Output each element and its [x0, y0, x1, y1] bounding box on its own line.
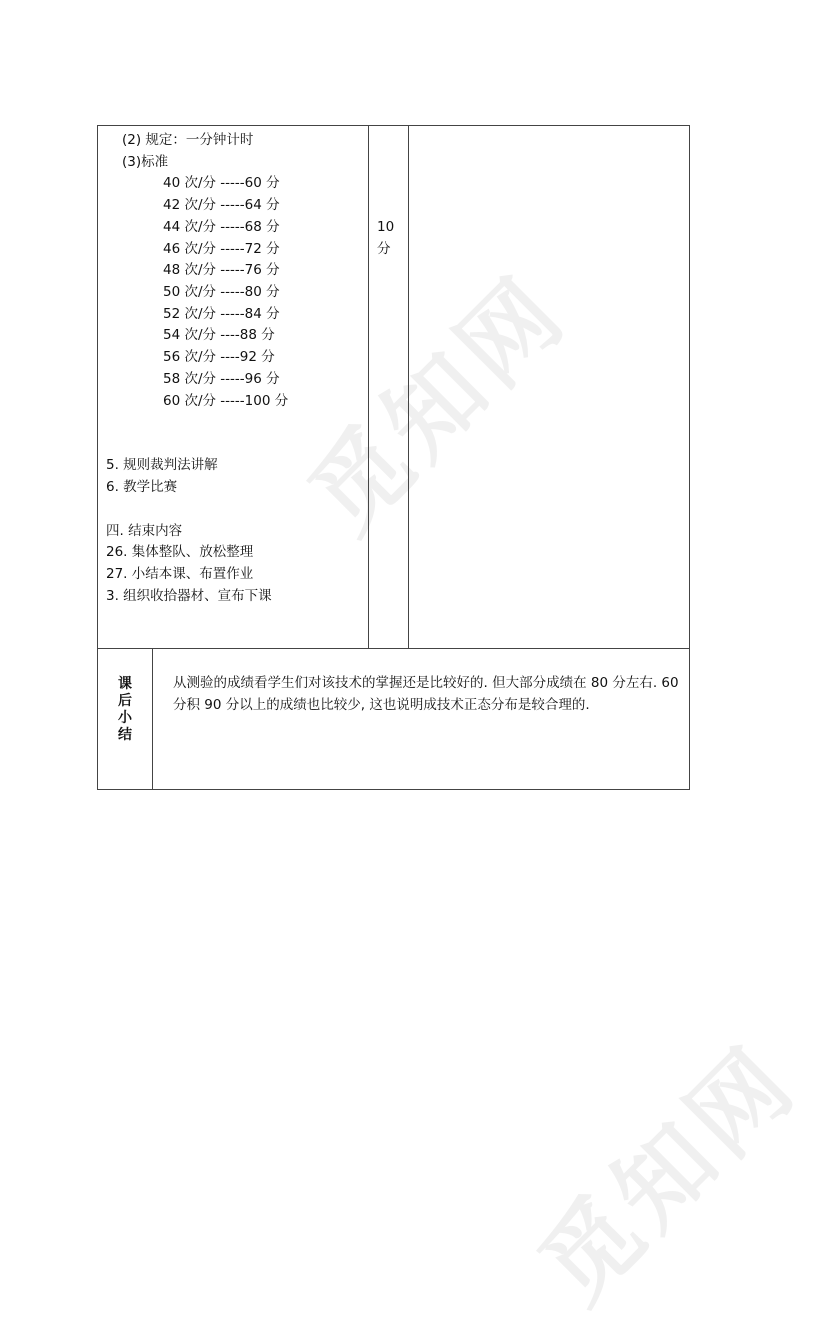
item-match: 6. 教学比赛 — [106, 479, 178, 495]
watermark-bottom: 觅知网 — [518, 1024, 819, 1325]
summary-text: 从测验的成绩看学生们对该技术的掌握还是比较好的. 但大部分成绩在 80 分左右. 60 分积 90 分以上的成绩也比较少, 这也说明成技术正态分布是较合理的. — [173, 675, 679, 713]
standard-title: (3)标准 — [122, 154, 169, 170]
standard-row: 42 次/分 -----64 分 — [163, 197, 280, 213]
standard-row: 46 次/分 -----72 分 — [163, 241, 280, 257]
standard-row: 48 次/分 -----76 分 — [163, 262, 280, 278]
time-unit: 分 — [377, 241, 391, 257]
summary-label-char: 结 — [118, 727, 132, 743]
end-item: 26. 集体整队、放松整理 — [106, 544, 254, 560]
lesson-table — [97, 125, 690, 790]
standard-row: 54 次/分 ----88 分 — [163, 327, 275, 343]
standard-row: 58 次/分 -----96 分 — [163, 371, 280, 387]
watermark: 觅知网 — [288, 254, 589, 555]
standard-row: 56 次/分 ----92 分 — [163, 349, 275, 365]
end-item: 3. 组织收拾器材、宣布下课 — [106, 588, 272, 604]
time-number: 10 — [377, 219, 395, 235]
column-divider — [368, 126, 369, 648]
summary-label-char: 课 — [118, 676, 132, 692]
standard-row: 44 次/分 -----68 分 — [163, 219, 280, 235]
rule-line: (2) 规定：一分钟计时 — [122, 132, 254, 148]
summary-label — [98, 676, 152, 744]
summary-label-char: 小 — [118, 710, 132, 726]
section-title: 四. 结束内容 — [106, 523, 183, 539]
time-allocation — [377, 216, 394, 260]
column-divider — [408, 126, 409, 648]
summary-label-char: 后 — [118, 693, 132, 709]
end-item: 27. 小结本课、布置作业 — [106, 566, 254, 582]
standard-row: 60 次/分 -----100 分 — [163, 393, 289, 409]
standard-row: 50 次/分 -----80 分 — [163, 284, 280, 300]
row-divider — [98, 648, 689, 649]
standard-row: 52 次/分 -----84 分 — [163, 306, 280, 322]
item-rules: 5. 规则裁判法讲解 — [106, 457, 218, 473]
summary-label-divider — [152, 648, 153, 790]
standard-row: 40 次/分 -----60 分 — [163, 175, 280, 191]
